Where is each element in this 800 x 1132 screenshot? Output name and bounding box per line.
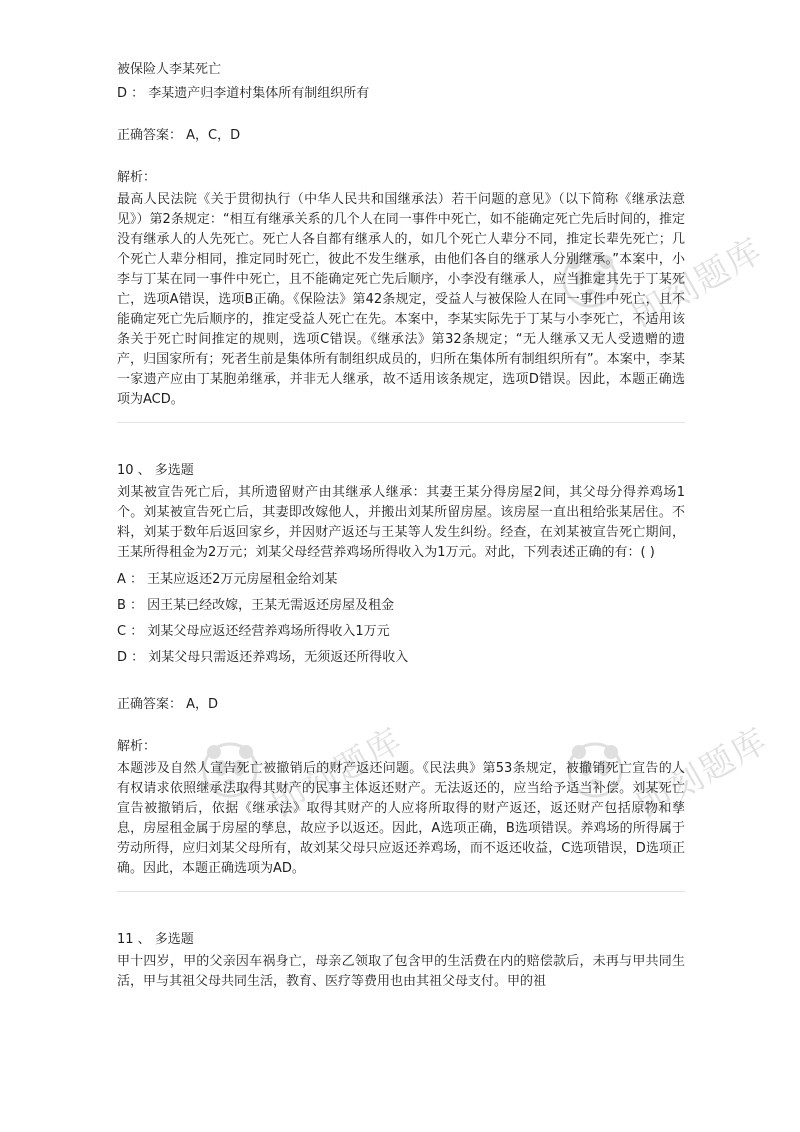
q10-option-a: A ： 王某应返还2万元房屋租金给刘某 (117, 572, 338, 587)
q9-analysis-text: 最高人民法院《关于贯彻执行（中华人民共和国继承法）若干问题的意见》（以下简称《继承法意见》）第2条规定：“相互有继承关系的几个人在同一事件中死亡，如不能确定死亡先后时间的，推定没有继承人的人先死亡。死亡人各自都有继承人的，如几个死亡人辈分不同，推定长辈先死亡；几个死亡人辈分相同，推定同时死亡，彼此不发生继承，由他们各自的继承人分别继承。”本案中，小李与丁某在同一事件中死亡，且不能确定死亡先后顺序，小李没有继承人，应当推定其先于丁某死亡，选项A错误，选项B正确。《保险法》第42条规定，受益人与被保险人在同一事件中死亡，且不能确定死亡先后顺序的，推定受益人死亡在先。本案中，李某实际先于丁某与小李死亡，不适用该条关于死亡时间推定的规则，选项C错误。《继承法》第32条规定；“无人继承又无人受遗赠的遗产，归国家所有；死者生前是集体所有制组织成员的，归所在集体所有制组织所有”。本案中，李某一家遗产应由丁某胞弟继承，并非无人继承，故不适用该条规定，选项D错误。因此，本题正确选项为ACD。 (117, 192, 685, 407)
q11-header: 11 、 多选题 (117, 932, 194, 947)
watermark-text: 即刻题库 (265, 719, 411, 827)
q10-header: 10 、 多选题 (117, 463, 194, 478)
watermark-text: 即刻题库 (630, 719, 776, 827)
q10-stem: 刘某被宣告死亡后，其所遗留财产由其继承人继承：其妻王某分得房屋2间，其父母分得养鸡场1个。刘某被宣告死亡后，其妻即改嫁他人，并搬出刘某所留房屋。该房屋一直出租给张某居住。不料，刘某于数年后返回家乡，并因财产返还与王某等人发生纠纷。经查，在刘某被宣告死亡期间，王某所得租金为2万元；刘某父母经营养鸡场所得收入为1万元。对此，下列表述正确的有：( ) (117, 485, 685, 560)
q10-option-c: C ： 刘某父母应返还经营养鸡场所得收入1万元 (117, 624, 390, 639)
q10-analysis-text: 本题涉及自然人宣告死亡被撤销后的财产返还问题。《民法典》第53条规定，被撤销死亡宣告的人有权请求依照继承法取得其财产的民事主体返还财产。无法返还的，应当给予适当补偿。刘某死亡宣告被撤销后，依据《继承法》取得其财产的人应将所取得的财产返还，返还财产包括原物和孳息，房屋租金属于房屋的孳息，故应予以返还。因此，A选项正确，B选项错误。养鸡场的所得属于劳动所得，应归刘某父母所有，故刘某父母只应返还养鸡场，而不返还收益，C选项错误，D选项正确。因此，本题正确选项为AD。 (117, 761, 685, 876)
intro-line-1: 被保险人李某死亡 (117, 62, 222, 77)
q10-correct-answer: 正确答案： A，D (117, 697, 219, 712)
q9-analysis-label: 解析： (117, 170, 157, 185)
q10-option-d: D ： 刘某父母只需返还养鸡场，无须返还所得收入 (117, 650, 409, 665)
q9-correct-answer: 正确答案： A，C，D (117, 128, 241, 143)
q11-stem: 甲十四岁，甲的父亲因车祸身亡，母亲乙领取了包含甲的生活费在内的赔偿款后，未再与甲共同生活，甲与其祖父母共同生活，教育、医疗等费用也由其祖父母支付。甲的祖 (117, 954, 685, 989)
q10-option-b: B ： 因王某已经改嫁，王某无需返还房屋及租金 (117, 598, 395, 613)
q10-analysis-label: 解析： (117, 739, 157, 754)
intro-option-d: D ： 李某遗产归李道村集体所有制组织所有 (117, 86, 370, 101)
watermark-text: 即刻题库 (625, 229, 771, 337)
document-page (117, 58, 685, 992)
